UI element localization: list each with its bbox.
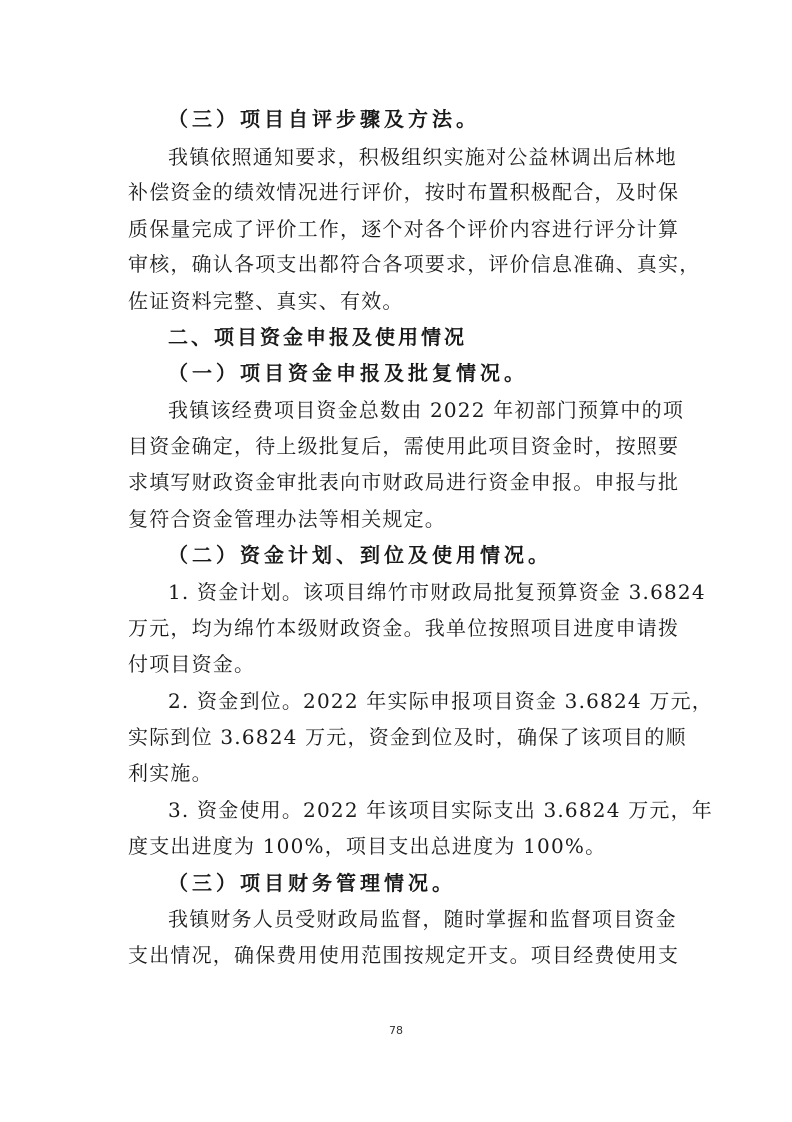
- page-number: 78: [389, 1024, 403, 1037]
- subsection-heading-application: （一）项目资金申报及批复情况。: [168, 361, 528, 385]
- paragraph-line: 审核，确认各项支出都符合各项要求，评价信息准确、真实，: [128, 252, 701, 276]
- paragraph-line: 度支出进度为 100%，项目支出总进度为 100%。: [128, 834, 607, 858]
- paragraph-line: 付项目资金。: [128, 652, 256, 676]
- paragraph-line: 实际到位 3.6824 万元，资金到位及时，确保了该项目的顺: [128, 725, 687, 749]
- paragraph-line: 1. 资金计划。该项目绵竹市财政局批复预算资金 3.6824: [168, 580, 706, 604]
- paragraph-line: 2. 资金到位。2022 年实际申报项目资金 3.6824 万元，: [168, 689, 713, 713]
- paragraph-line: 我镇财务人员受财政局监督，随时掌握和监督项目资金: [168, 907, 677, 931]
- subsection-heading-plan: （二）资金计划、到位及使用情况。: [168, 543, 552, 567]
- paragraph-line: 求填写财政资金审批表向市财政局进行资金申报。申报与批: [128, 470, 680, 494]
- paragraph-line: 我镇该经费项目资金总数由 2022 年初部门预算中的项: [168, 398, 685, 422]
- paragraph-line: 利实施。: [128, 761, 213, 785]
- paragraph-line: 支出情况，确保费用使用范围按规定开支。项目经费使用支: [128, 943, 680, 967]
- paragraph-line: 质保量完成了评价工作，逐个对各个评价内容进行评分计算: [128, 217, 680, 241]
- subsection-heading-financial-management: （三）项目财务管理情况。: [168, 871, 456, 895]
- paragraph-line: 万元，均为绵竹本级财政资金。我单位按照项目进度申请拨: [128, 616, 680, 640]
- paragraph-line: 目资金确定，待上级批复后，需使用此项目资金时，按照要: [128, 434, 680, 458]
- section-heading-evaluation-steps: （三）项目自评步骤及方法。: [168, 107, 480, 131]
- paragraph-line: 补偿资金的绩效情况进行评价，按时布置积极配合，及时保: [128, 180, 680, 204]
- section-heading-funding: 二、项目资金申报及使用情况: [168, 325, 467, 349]
- paragraph-line: 复符合资金管理办法等相关规定。: [128, 507, 446, 531]
- paragraph-line: 我镇依照通知要求，积极组织实施对公益林调出后林地: [168, 145, 677, 169]
- paragraph-line: 佐证资料完整、真实、有效。: [128, 289, 404, 313]
- paragraph-line: 3. 资金使用。2022 年该项目实际支出 3.6824 万元，年: [168, 798, 713, 822]
